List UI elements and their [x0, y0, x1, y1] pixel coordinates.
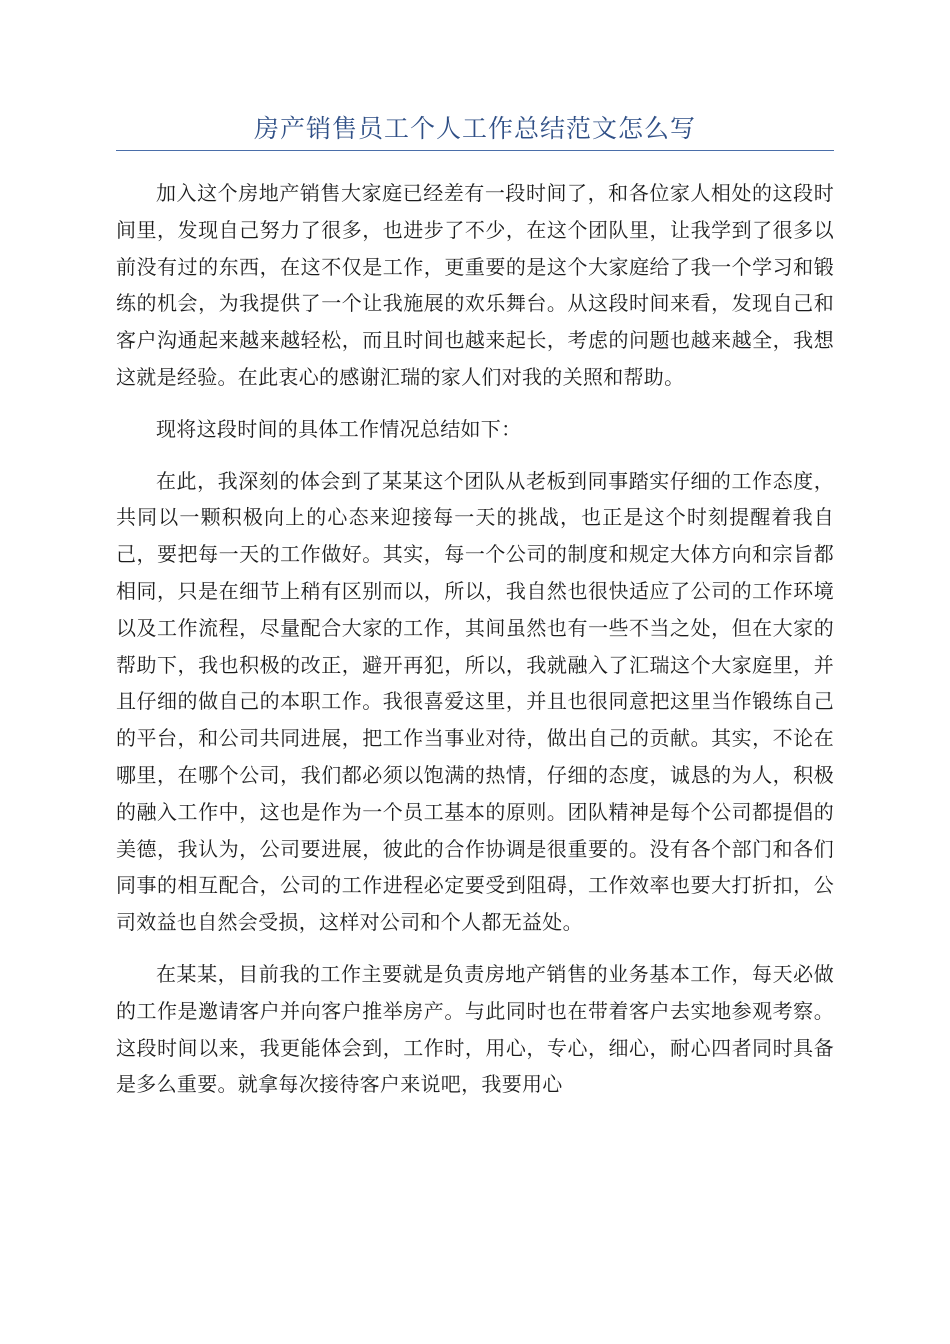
paragraph-intro: 加入这个房地产销售大家庭已经差有一段时间了，和各位家人相处的这段时间里，发现自己努力了很多，也进步了不少，在这个团队里，让我学到了很多以前没有过的东西，在这不仅是工作，更重要的是这个大家庭给了我一个学习和锻练的机会，为我提供了一个让我施展的欢乐舞台。从这段时间来看，发现自己和客户沟通起来越来越轻松，而且时间也越来起长，考虑的问题也越来越全，我想这就是经验。在此衷心的感谢汇瑞的家人们对我的关照和帮助。 — [116, 181, 834, 389]
title-block — [116, 112, 834, 151]
paragraph-summary-lead: 现将这段时间的具体工作情况总结如下： — [156, 416, 522, 441]
paragraph-team-experience: 在此，我深刻的体会到了某某这个团队从老板到同事踏实仔细的工作态度，共同以一颗积极向上的心态来迎接每一天的挑战，也正是这个时刻提醒着我自己，要把每一天的工作做好。其实，每一个公司的制度和规定大体方向和宗旨都相同，只是在细节上稍有区别而以，所以，我自然也很快适应了公司的工作环境以及工作流程，尽量配合大家的工作，其间虽然也有一些不当之处，但在大家的帮助下，我也积极的改正，避开再犯，所以，我就融入了汇瑞这个大家庭里，并且仔细的做自己的本职工作。我很喜爱这里，并且也很同意把这里当作锻练自己的平台，和公司共同进展，把工作当事业对待，做出自己的贡献。其实，不论在哪里，在哪个公司，我们都必须以饱满的热情，仔细的态度，诚恳的为人，积极的融入工作中，这也是作为一个员工基本的原则。团队精神是每个公司都提倡的美德，我认为，公司要进展，彼此的合作协调是很重要的。没有各个部门和各们同事的相互配合，公司的工作进程必定要受到阻碍，工作效率也要大打折扣，公司效益也自然会受损，这样对公司和个人都无益处。 — [116, 468, 834, 935]
paragraph-current-work: 在某某，目前我的工作主要就是负责房地产销售的业务基本工作，每天必做的工作是邀请客户并向客户推举房产。与此同时也在带着客户去实地参观考察。这段时间以来，我更能体会到，工作时，用心，专心，细心，耐心四者同时具备是多么重要。就拿每次接待客户来说吧，我要用心 — [116, 961, 834, 1097]
document-body — [116, 175, 834, 1118]
document-title: 房产销售员工个人工作总结范文怎么写 — [253, 114, 696, 143]
